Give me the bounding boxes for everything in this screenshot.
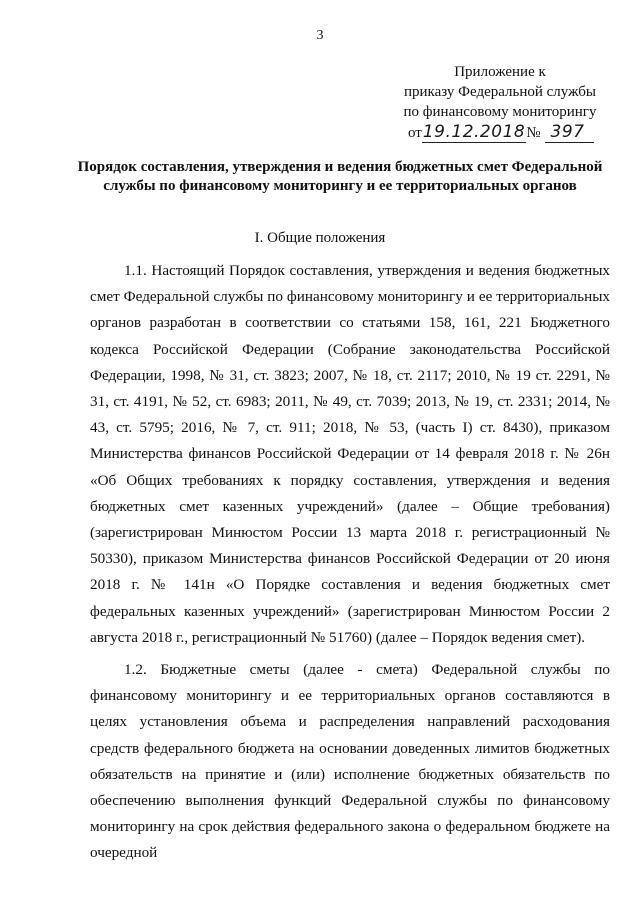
section-heading: I. Общие положения <box>254 230 386 246</box>
paragraph-1-1: 1.1. Настоящий Порядок составления, утверждения и ведения бюджетных смет Федеральной службы по финансовому мониторингу и ее территориальных органов разработан в соответствии со статьями 158, 161, 221 Бюджетного кодекса Российской Федерации (Собрание законодательства Российской Федерации, 1998, № 31, ст. 3823; 2007, № 18, ст. 2117; 2010, № 19 ст. 2291, № 31, ст. 4191, № 52, ст. 6983; 2011, № 49, ст. 7039; 2013, № 19, ст. 2331; 2014, № 43, ст. 5795; 2016, № 7, ст. 911; 2018, № 53, (часть I) ст. 8430), приказом Министерства финансов Российской Федерации от 14 февраля 2018 г. № 26н «Об Общих требованиях к порядку составления, утверждения и ведения бюджетных смет казенных учреждений» (далее – Общие требования) (зарегистрирован Минюстом России 13 марта 2018 г. регистрационный № 50330), приказом Министерства финансов Российской Федерации от 20 июня 2018 г. № 141н «О Порядке составления и ведения бюджетных смет федеральных казенных учреждений» (зарегистрирован Минюстом России 2 августа 2018 г., регистрационный № 51760) (далее – Порядок ведения смет). <box>90 262 610 646</box>
paragraph-1-2: 1.2. Бюджетные сметы (далее - смета) Федеральной службы по финансовому мониторингу и ее территориальных органов составляются в целях установления объема и распределения направлений расходования средств федерального бюджета на основании доведенных лимитов бюджетных обязательств на принятие и (или) исполнение бюджетных обязательств по обеспечению выполнения функций Федеральной службы по финансовому мониторингу на срок действия федерального закона о федеральном бюджете на очередной <box>90 661 610 862</box>
body-text <box>90 258 610 867</box>
appendix-date-number-line <box>390 122 610 143</box>
appendix-block <box>390 62 610 143</box>
document-title: Порядок составления, утверждения и ведения бюджетных смет Федеральной службы по финансовому мониторингу и ее территориальных органов <box>77 159 603 194</box>
appendix-line-3: по финансовому мониторингу <box>403 104 597 120</box>
page-number: 3 <box>316 28 324 43</box>
from-label: от <box>408 125 422 141</box>
handwritten-number: 397 <box>545 122 595 143</box>
appendix-line-2: приказу Федеральной службы <box>404 84 596 100</box>
handwritten-date: 19.12.2018 <box>422 122 526 142</box>
number-label: № <box>526 125 541 141</box>
appendix-line-1: Приложение к <box>454 64 546 80</box>
